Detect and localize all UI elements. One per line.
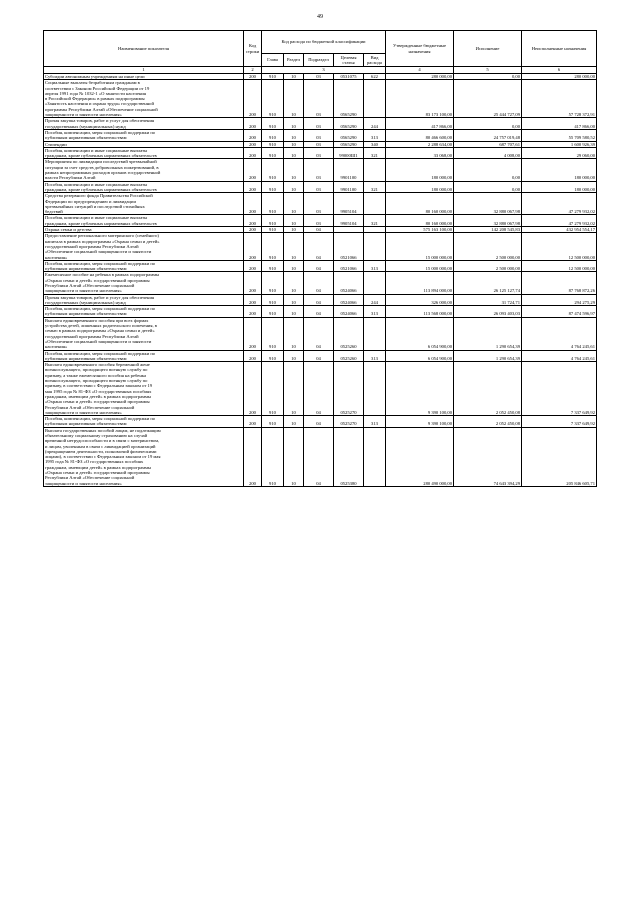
row-target-article: 0525260	[334, 350, 364, 362]
row-executed: 26 093 403,03	[454, 306, 522, 318]
row-target-article: 0521066	[334, 260, 364, 272]
row-approved: 280 490 000,00	[386, 427, 454, 486]
row-podrazdel: 03	[304, 181, 334, 193]
row-target-article: 0524066	[334, 294, 364, 306]
row-target-article: 9901100	[334, 181, 364, 193]
row-target-article: 0565290	[334, 141, 364, 147]
row-expense-type: 244	[364, 118, 386, 130]
row-target-article: 99000Ш1	[334, 147, 364, 159]
row-line-code: 200	[244, 272, 262, 294]
row-podrazdel: 04	[304, 317, 334, 350]
row-glava: 910	[262, 427, 284, 486]
row-approved: 80 160 000,00	[386, 215, 454, 227]
row-approved: 15 000 000,00	[386, 260, 454, 272]
row-unexecuted: 87 474 596,97	[522, 306, 597, 318]
table-row	[44, 233, 597, 260]
row-razdel: 10	[284, 306, 304, 318]
row-unexecuted: 87 768 872,26	[522, 272, 597, 294]
row-razdel: 10	[284, 350, 304, 362]
row-line-code: 200	[244, 416, 262, 428]
row-line-code: 200	[244, 294, 262, 306]
header-number: 3	[262, 67, 386, 74]
header-classification: Код расхода по бюджетной классификации	[262, 31, 386, 54]
row-name: Предоставление регионального материнского (семейного) капитала в рамках подпрограммы «Охрана семьи и детей» государственной программы Республики Алтай «Обеспечение социальной защищенности и занятости населения»	[44, 233, 244, 260]
row-unexecuted: 29 060,00	[522, 147, 597, 159]
row-name: Пособия, компенсации и иные социальные выплаты гражданам, кроме публичных нормативных обязательств	[44, 215, 244, 227]
row-unexecuted: 7 337 649,92	[522, 362, 597, 416]
row-razdel: 10	[284, 272, 304, 294]
row-name: Выплата единовременного пособия беременной жене военнослужащего, проходящего военную службу по призыву, а также ежемесячного пособия на ребенка военнослужащего, проходящего военную службу по призыву, в соответствии с Федеральным законом от 19 мая 1995 года № 81-ФЗ «О государственных пособиях гражданам, имеющим детей» в рамках подпрограммы «Охрана семьи и детей» государственной программы Республики Алтай «Обеспечение социальной защищенности и занятости населения»	[44, 362, 244, 416]
row-podrazdel: 03	[304, 129, 334, 141]
row-target-article: 0565290	[334, 129, 364, 141]
row-executed: 687 707,61	[454, 141, 522, 147]
row-name: Субсидии автономным учреждениям на иные цели	[44, 74, 244, 80]
row-approved: 180 000,00	[386, 181, 454, 193]
row-unexecuted: 47 279 932,02	[522, 215, 597, 227]
row-podrazdel: 04	[304, 306, 334, 318]
row-unexecuted: 205 846 605,71	[522, 427, 597, 486]
header-number: 1	[44, 67, 244, 74]
row-podrazdel: 04	[304, 233, 334, 260]
row-unexecuted: 55 709 580,52	[522, 129, 597, 141]
row-unexecuted: 57 728 372,91	[522, 80, 597, 118]
row-name: Пособия, компенсации и иные социальные выплаты гражданам, кроме публичных нормативных обязательств	[44, 147, 244, 159]
row-glava: 910	[262, 159, 284, 181]
row-razdel: 10	[284, 427, 304, 486]
row-target-article: 0525260	[334, 317, 364, 350]
row-glava: 910	[262, 193, 284, 215]
row-expense-type: 313	[364, 129, 386, 141]
table-row	[44, 80, 597, 118]
row-expense-type: 321	[364, 147, 386, 159]
row-line-code: 200	[244, 141, 262, 147]
table-row	[44, 350, 597, 362]
row-line-code: 200	[244, 306, 262, 318]
row-name: Пособия, компенсации и иные социальные выплаты гражданам, кроме публичных нормативных обязательств	[44, 181, 244, 193]
row-approved: 15 000 000,00	[386, 233, 454, 260]
row-line-code: 200	[244, 215, 262, 227]
row-target-article: 0525380	[334, 427, 364, 486]
row-podrazdel: 03	[304, 215, 334, 227]
row-line-code: 200	[244, 233, 262, 260]
row-name: Пособия, компенсации, меры социальной поддержки по публичным нормативным обязательствам	[44, 350, 244, 362]
row-glava: 910	[262, 294, 284, 306]
row-glava: 910	[262, 141, 284, 147]
row-executed: 74 643 394,29	[454, 427, 522, 486]
table-row	[44, 159, 597, 181]
row-expense-type: 313	[364, 306, 386, 318]
row-podrazdel: 03	[304, 141, 334, 147]
header-razdel: Раздел	[284, 54, 304, 67]
header-podrazdel: Подраздел	[304, 54, 334, 67]
table-row	[44, 260, 597, 272]
row-unexecuted: 4 764 245,61	[522, 317, 597, 350]
row-unexecuted: 47 279 932,02	[522, 193, 597, 215]
table-row	[44, 272, 597, 294]
row-target-article: 9905104	[334, 215, 364, 227]
row-executed: 2 052 450,08	[454, 362, 522, 416]
row-executed: 142 208 545,83	[454, 227, 522, 233]
header-number: 4	[386, 67, 454, 74]
row-glava: 910	[262, 350, 284, 362]
row-podrazdel: 04	[304, 227, 334, 233]
row-glava: 910	[262, 306, 284, 318]
row-unexecuted: 1 600 926,39	[522, 141, 597, 147]
row-target-article: 0525270	[334, 416, 364, 428]
row-line-code: 200	[244, 159, 262, 181]
header-unexecuted: Неисполненные назначения	[522, 31, 597, 67]
row-razdel: 10	[284, 74, 304, 80]
row-target-article: 0524066	[334, 272, 364, 294]
row-line-code: 200	[244, 350, 262, 362]
row-unexecuted: 294 275,29	[522, 294, 597, 306]
row-approved: 83 173 100,00	[386, 80, 454, 118]
row-podrazdel: 03	[304, 159, 334, 181]
row-line-code: 200	[244, 147, 262, 159]
table-row	[44, 129, 597, 141]
table-body	[44, 74, 597, 487]
row-name: Социальные выплаты безработным гражданам в соответствии с Законом Российской Федерации от 19 апреля 1991 года № 1032-1 «О занятости населения в Российской Федерации» в рамках подпрограммы «Занятость населения и охрана труда» государственной программы Республики Алтай «Обеспечение социальной защищенности и занятости населения»	[44, 80, 244, 118]
row-expense-type	[364, 362, 386, 416]
row-executed: 2 500 000,00	[454, 260, 522, 272]
table-row	[44, 294, 597, 306]
row-razdel: 10	[284, 159, 304, 181]
table-row	[44, 193, 597, 215]
table-row	[44, 362, 597, 416]
table-row	[44, 427, 597, 486]
row-approved: 2 288 634,00	[386, 141, 454, 147]
row-unexecuted: 280 000,00	[522, 74, 597, 80]
row-name: Пособия, компенсации, меры социальной поддержки по публичным нормативным обязательствам	[44, 306, 244, 318]
row-glava: 910	[262, 181, 284, 193]
row-line-code: 200	[244, 317, 262, 350]
row-executed: 0,00	[454, 159, 522, 181]
row-razdel: 10	[284, 118, 304, 130]
row-razdel: 10	[284, 362, 304, 416]
row-expense-type	[364, 233, 386, 260]
row-line-code: 200	[244, 193, 262, 215]
row-approved: 80 466 600,00	[386, 129, 454, 141]
row-line-code: 200	[244, 227, 262, 233]
row-glava: 910	[262, 416, 284, 428]
row-name: Прочая закупка товаров, работ и услуг для обеспечения государственных (муниципальных) нужд	[44, 294, 244, 306]
row-expense-type: 321	[364, 181, 386, 193]
row-name: Прочая закупка товаров, работ и услуг для обеспечения государственных (муниципальных) нужд	[44, 118, 244, 130]
table-row	[44, 416, 597, 428]
row-executed: 0,00	[454, 118, 522, 130]
row-line-code: 200	[244, 129, 262, 141]
row-unexecuted: 12 500 000,00	[522, 233, 597, 260]
row-approved: 417 866,00	[386, 118, 454, 130]
row-podrazdel: 03	[304, 74, 334, 80]
row-expense-type: 321	[364, 215, 386, 227]
row-approved: 575 163 100,00	[386, 227, 454, 233]
row-executed: 32 880 067,98	[454, 215, 522, 227]
table-row	[44, 118, 597, 130]
header-executed: Исполнение	[454, 31, 522, 67]
row-razdel: 10	[284, 416, 304, 428]
row-executed: 32 880 067,98	[454, 193, 522, 215]
row-target-article: 9905104	[334, 193, 364, 215]
row-executed: 24 757 019,48	[454, 129, 522, 141]
row-name: Выплата единовременного пособия при всех формах устройства детей, лишенных родительского попечения, в семью в рамках подпрограммы «Охрана семьи и детей» государственной программы Республики Алтай «Обеспечение социальной защищенности и занятости населения»	[44, 317, 244, 350]
row-podrazdel: 03	[304, 118, 334, 130]
table-row	[44, 215, 597, 227]
row-podrazdel: 04	[304, 350, 334, 362]
row-name: Пособия, компенсации, меры социальной поддержки по публичным нормативным обязательствам	[44, 260, 244, 272]
row-glava: 910	[262, 362, 284, 416]
row-executed: 26 125 127,74	[454, 272, 522, 294]
row-executed: 4 008,00	[454, 147, 522, 159]
row-podrazdel: 04	[304, 272, 334, 294]
row-podrazdel: 04	[304, 427, 334, 486]
row-podrazdel: 04	[304, 416, 334, 428]
row-executed: 31 724,71	[454, 294, 522, 306]
row-razdel: 10	[284, 317, 304, 350]
row-glava: 910	[262, 129, 284, 141]
row-podrazdel: 04	[304, 294, 334, 306]
header-expense-type: Вид расхода	[364, 54, 386, 67]
row-name: Ежемесячное пособие на ребенка в рамках подпрограммы «Охрана семьи и детей» государственной программы Республики Алтай «Обеспечение социальной защищенности и занятости населения»	[44, 272, 244, 294]
table-row	[44, 147, 597, 159]
row-unexecuted: 4 764 245,61	[522, 350, 597, 362]
row-target-article: 0565290	[334, 118, 364, 130]
row-approved: 180 000,00	[386, 159, 454, 181]
page-number: 49	[317, 14, 323, 20]
row-name: Средства резервного фонда Правительства Российской Федерации по предупреждению и ликвидации чрезвычайных ситуаций и последствий стихийных бедствий	[44, 193, 244, 215]
row-expense-type	[364, 159, 386, 181]
row-line-code: 200	[244, 118, 262, 130]
row-line-code: 200	[244, 181, 262, 193]
row-glava: 910	[262, 215, 284, 227]
row-target-article: 0521066	[334, 233, 364, 260]
row-approved: 113 568 000,00	[386, 306, 454, 318]
row-name: Выплата государственных пособий лицам, не подлежащим обязательному социальному страхованию на случай временной нетрудоспособности и в связи с материнством, и лицам, уволенным в связи с ликвидацией организаций (прекращением деятельности, полномочий физическими лицами), в соответствии с Федеральным законом от 19 мая 1995 года № 81-ФЗ «О государственных пособиях гражданам, имеющим детей» в рамках подпрограммы «Охрана семьи и детей» государственной программы Республики Алтай «Обеспечение социальной защищенности и занятости населения»	[44, 427, 244, 486]
row-approved: 113 894 000,00	[386, 272, 454, 294]
row-unexecuted: 417 866,00	[522, 118, 597, 130]
row-razdel: 10	[284, 233, 304, 260]
table-row	[44, 181, 597, 193]
row-executed: 2 052 450,08	[454, 416, 522, 428]
table-row	[44, 306, 597, 318]
row-approved: 280 000,00	[386, 74, 454, 80]
row-razdel: 10	[284, 181, 304, 193]
row-approved: 326 000,00	[386, 294, 454, 306]
row-glava: 910	[262, 147, 284, 159]
row-expense-type: 340	[364, 141, 386, 147]
row-razdel: 10	[284, 147, 304, 159]
row-name: Стипендии	[44, 141, 244, 147]
row-unexecuted: 12 500 000,00	[522, 260, 597, 272]
row-podrazdel: 03	[304, 80, 334, 118]
row-line-code: 200	[244, 74, 262, 80]
row-expense-type	[364, 427, 386, 486]
row-glava: 910	[262, 227, 284, 233]
row-name: Мероприятия по ликвидации последствий чрезвычайной ситуации за счет средств добровольных пожертвований, в рамках непрограммных расходов органов государственной власти Республики Алтай	[44, 159, 244, 181]
row-approved: 9 390 100,00	[386, 416, 454, 428]
row-executed: 1 290 654,39	[454, 317, 522, 350]
row-line-code: 200	[244, 80, 262, 118]
row-glava: 910	[262, 317, 284, 350]
row-executed: 25 444 727,09	[454, 80, 522, 118]
header-glava: Глава	[262, 54, 284, 67]
row-unexecuted: 180 000,00	[522, 181, 597, 193]
header-number: 2	[244, 67, 262, 74]
header-approved: Утвержденные бюджетные назначения	[386, 31, 454, 67]
row-razdel: 10	[284, 80, 304, 118]
row-glava: 910	[262, 260, 284, 272]
row-target-article: 0565290	[334, 80, 364, 118]
row-line-code: 200	[244, 362, 262, 416]
row-razdel: 10	[284, 294, 304, 306]
row-target-article: 0524066	[334, 306, 364, 318]
row-line-code: 200	[244, 427, 262, 486]
row-approved: 9 390 100,00	[386, 362, 454, 416]
row-target-article: 0525270	[334, 362, 364, 416]
row-razdel: 10	[284, 260, 304, 272]
row-podrazdel: 03	[304, 193, 334, 215]
row-expense-type	[364, 80, 386, 118]
row-glava: 910	[262, 118, 284, 130]
budget-execution-table	[43, 30, 597, 487]
row-executed: 1 290 654,39	[454, 350, 522, 362]
row-approved: 80 160 000,00	[386, 193, 454, 215]
row-expense-type: 313	[364, 260, 386, 272]
row-approved: 6 054 900,00	[386, 350, 454, 362]
row-executed: 2 500 000,00	[454, 233, 522, 260]
table-row	[44, 74, 597, 80]
row-razdel: 10	[284, 215, 304, 227]
row-expense-type: 622	[364, 74, 386, 80]
row-glava: 910	[262, 74, 284, 80]
table-row	[44, 317, 597, 350]
row-razdel: 10	[284, 227, 304, 233]
header-target-article: Целевая статья	[334, 54, 364, 67]
row-executed: 0,00	[454, 74, 522, 80]
row-target-article: 9901100	[334, 159, 364, 181]
row-line-code: 200	[244, 260, 262, 272]
row-unexecuted: 432 954 554,17	[522, 227, 597, 233]
row-glava: 910	[262, 80, 284, 118]
header-name: Наименование показателя	[44, 31, 244, 67]
row-razdel: 10	[284, 141, 304, 147]
row-expense-type	[364, 272, 386, 294]
row-executed: 0,00	[454, 181, 522, 193]
row-podrazdel: 04	[304, 260, 334, 272]
row-unexecuted: 180 000,00	[522, 159, 597, 181]
row-name: Пособия, компенсации, меры социальной поддержки по публичным нормативным обязательствам	[44, 129, 244, 141]
row-expense-type: 313	[364, 350, 386, 362]
row-unexecuted: 7 337 649,92	[522, 416, 597, 428]
row-name: Пособия, компенсации, меры социальной поддержки по публичным нормативным обязательствам	[44, 416, 244, 428]
row-razdel: 10	[284, 129, 304, 141]
header-line-code: Код строки	[244, 31, 262, 67]
row-approved: 33 068,00	[386, 147, 454, 159]
row-expense-type	[364, 317, 386, 350]
row-target-article: 0531075	[334, 74, 364, 80]
row-podrazdel: 04	[304, 362, 334, 416]
row-glava: 910	[262, 233, 284, 260]
header-number: 5	[454, 67, 522, 74]
row-glava: 910	[262, 272, 284, 294]
row-razdel: 10	[284, 193, 304, 215]
row-approved: 6 054 900,00	[386, 317, 454, 350]
header-number: 6	[522, 67, 597, 74]
row-expense-type	[364, 193, 386, 215]
row-expense-type: 244	[364, 294, 386, 306]
row-name: Охрана семьи и детства	[44, 227, 244, 233]
row-expense-type: 313	[364, 416, 386, 428]
row-podrazdel: 03	[304, 147, 334, 159]
